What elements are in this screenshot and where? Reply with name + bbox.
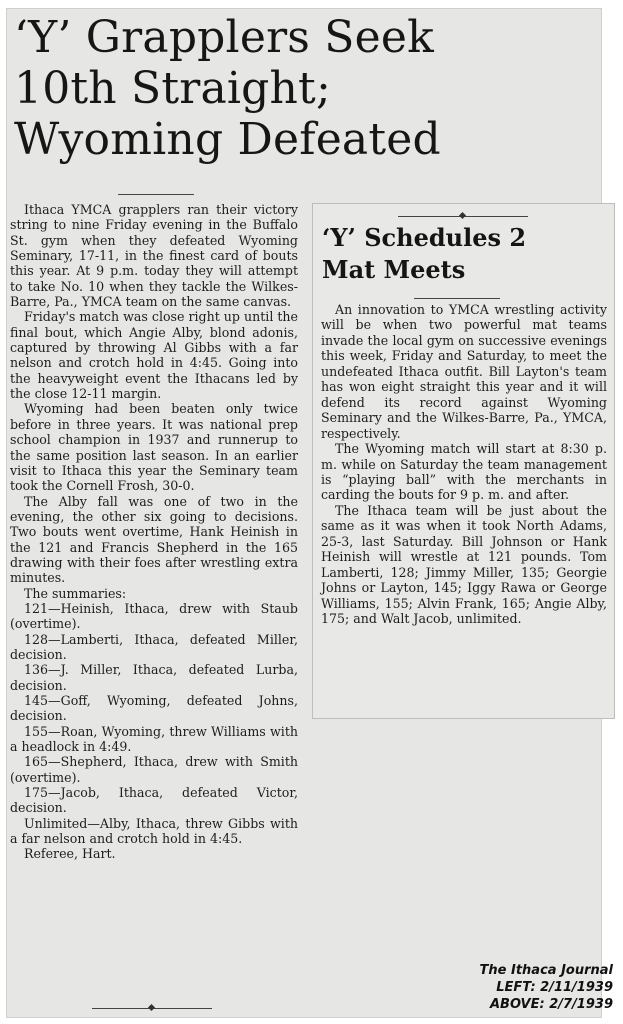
right-paragraph: An innovation to YMCA wrestling activity will be when two powerful mat teams invade the local gym on successive evenings this week, Friday and Saturday, to meet the undefeated Ithaca outfit. Bill Layton's team has won eight straight this year and it will defend its record against Wyoming Seminary and the Wilkes-Barre, Pa., YMCA, respectively. — [321, 302, 607, 441]
left-paragraph: Ithaca YMCA grapplers ran their victory string to nine Friday evening in the Buffalo St. gym when they defeated Wyoming Seminary, 17-11, in the finest card of bouts this year. At 9 p.m. today they will attempt to take No. 10 when they tackle the Wilkes-Barre, Pa., YMCA team on the same canvas. — [10, 202, 298, 310]
summary-line: The summaries: — [24, 585, 127, 601]
right-article-body — [321, 302, 607, 627]
summary-line: 175—Jacob, Ithaca, defeated Victor, decision. — [10, 785, 298, 816]
left-headline-line-3: Wyoming Defeated — [14, 114, 441, 165]
right-headline-rule — [414, 298, 500, 299]
left-headline — [14, 12, 594, 165]
right-headline-line-2: Mat Meets — [322, 255, 466, 284]
left-date: LEFT: 2/11/1939 — [496, 980, 613, 995]
left-headline-line-2: 10th Straight; — [14, 63, 331, 114]
right-paragraph: The Ithaca team will be just about the same as it was when it took North Adams, 25-3, last Saturday. Bill Johnson or Hank Heinish will wrestle at 121 pounds. Tom Lamberti, 128; Jimmy Miller, 135; Georgie Johns or Layton, 145; Iggy Rawa or George Williams, 155; Alvin Frank, 165; Angie Alby, 175; and Walt Jacob, unlimited. — [321, 502, 607, 627]
right-headline — [322, 222, 607, 286]
summary-line: Referee, Hart. — [24, 846, 116, 862]
left-article-body — [10, 202, 298, 862]
summary-line: 145—Goff, Wyoming, defeated Johns, decision. — [10, 693, 298, 724]
summary-line: 121—Heinish, Ithaca, drew with Staub (overtime). — [10, 600, 298, 632]
left-paragraph: Friday's match was close right up until the final bout, which Angie Alby, blond adonis, captured by throwing Al Gibbs with a far nelson and crotch hold in 4:45. Going into the heavyweight event the Ithacans led by the close 12-11 margin. — [10, 309, 298, 402]
above-date: ABOVE: 2/7/1939 — [490, 997, 613, 1012]
left-paragraph: Wyoming had been beaten only twice before in three years. It was national prep school champion in 1937 and runnerup to the same position last season. In an earlier visit to Ithaca this year the Seminary team took the Cornell Frosh, 30-0. — [10, 401, 298, 494]
right-headline-line-1: ‘Y’ Schedules 2 — [322, 223, 527, 252]
summary-line: 165—Shepherd, Ithaca, drew with Smith (overtime). — [10, 754, 298, 785]
summary-line: 128—Lamberti, Ithaca, defeated Miller, decision. — [10, 631, 298, 662]
publication-name: The Ithaca Journal — [479, 963, 613, 978]
left-headline-rule — [118, 194, 194, 195]
summary-line: Unlimited—Alby, Ithaca, threw Gibbs with a far nelson and crotch hold in 4:45. — [10, 815, 298, 847]
summary-line: 155—Roan, Wyoming, threw Williams with a headlock in 4:49. — [10, 723, 298, 755]
left-paragraph: The Alby fall was one of two in the evening, the other six going to decisions. Two bouts went overtime, Hank Heinish in the 121 and Francis Shepherd in the 165 drawing with their foes after wrestling extra minutes. — [10, 493, 298, 586]
right-paragraph: The Wyoming match will start at 8:30 p. m. while on Saturday the team management is “playing ball” with the merchants in carding the bouts for 9 p. m. and after. — [321, 441, 607, 503]
source-credit — [480, 962, 613, 1013]
summary-line: 136—J. Miller, Ithaca, defeated Lurba, decision. — [10, 662, 298, 693]
left-headline-line-1: ‘Y’ Grapplers Seek — [14, 12, 434, 63]
